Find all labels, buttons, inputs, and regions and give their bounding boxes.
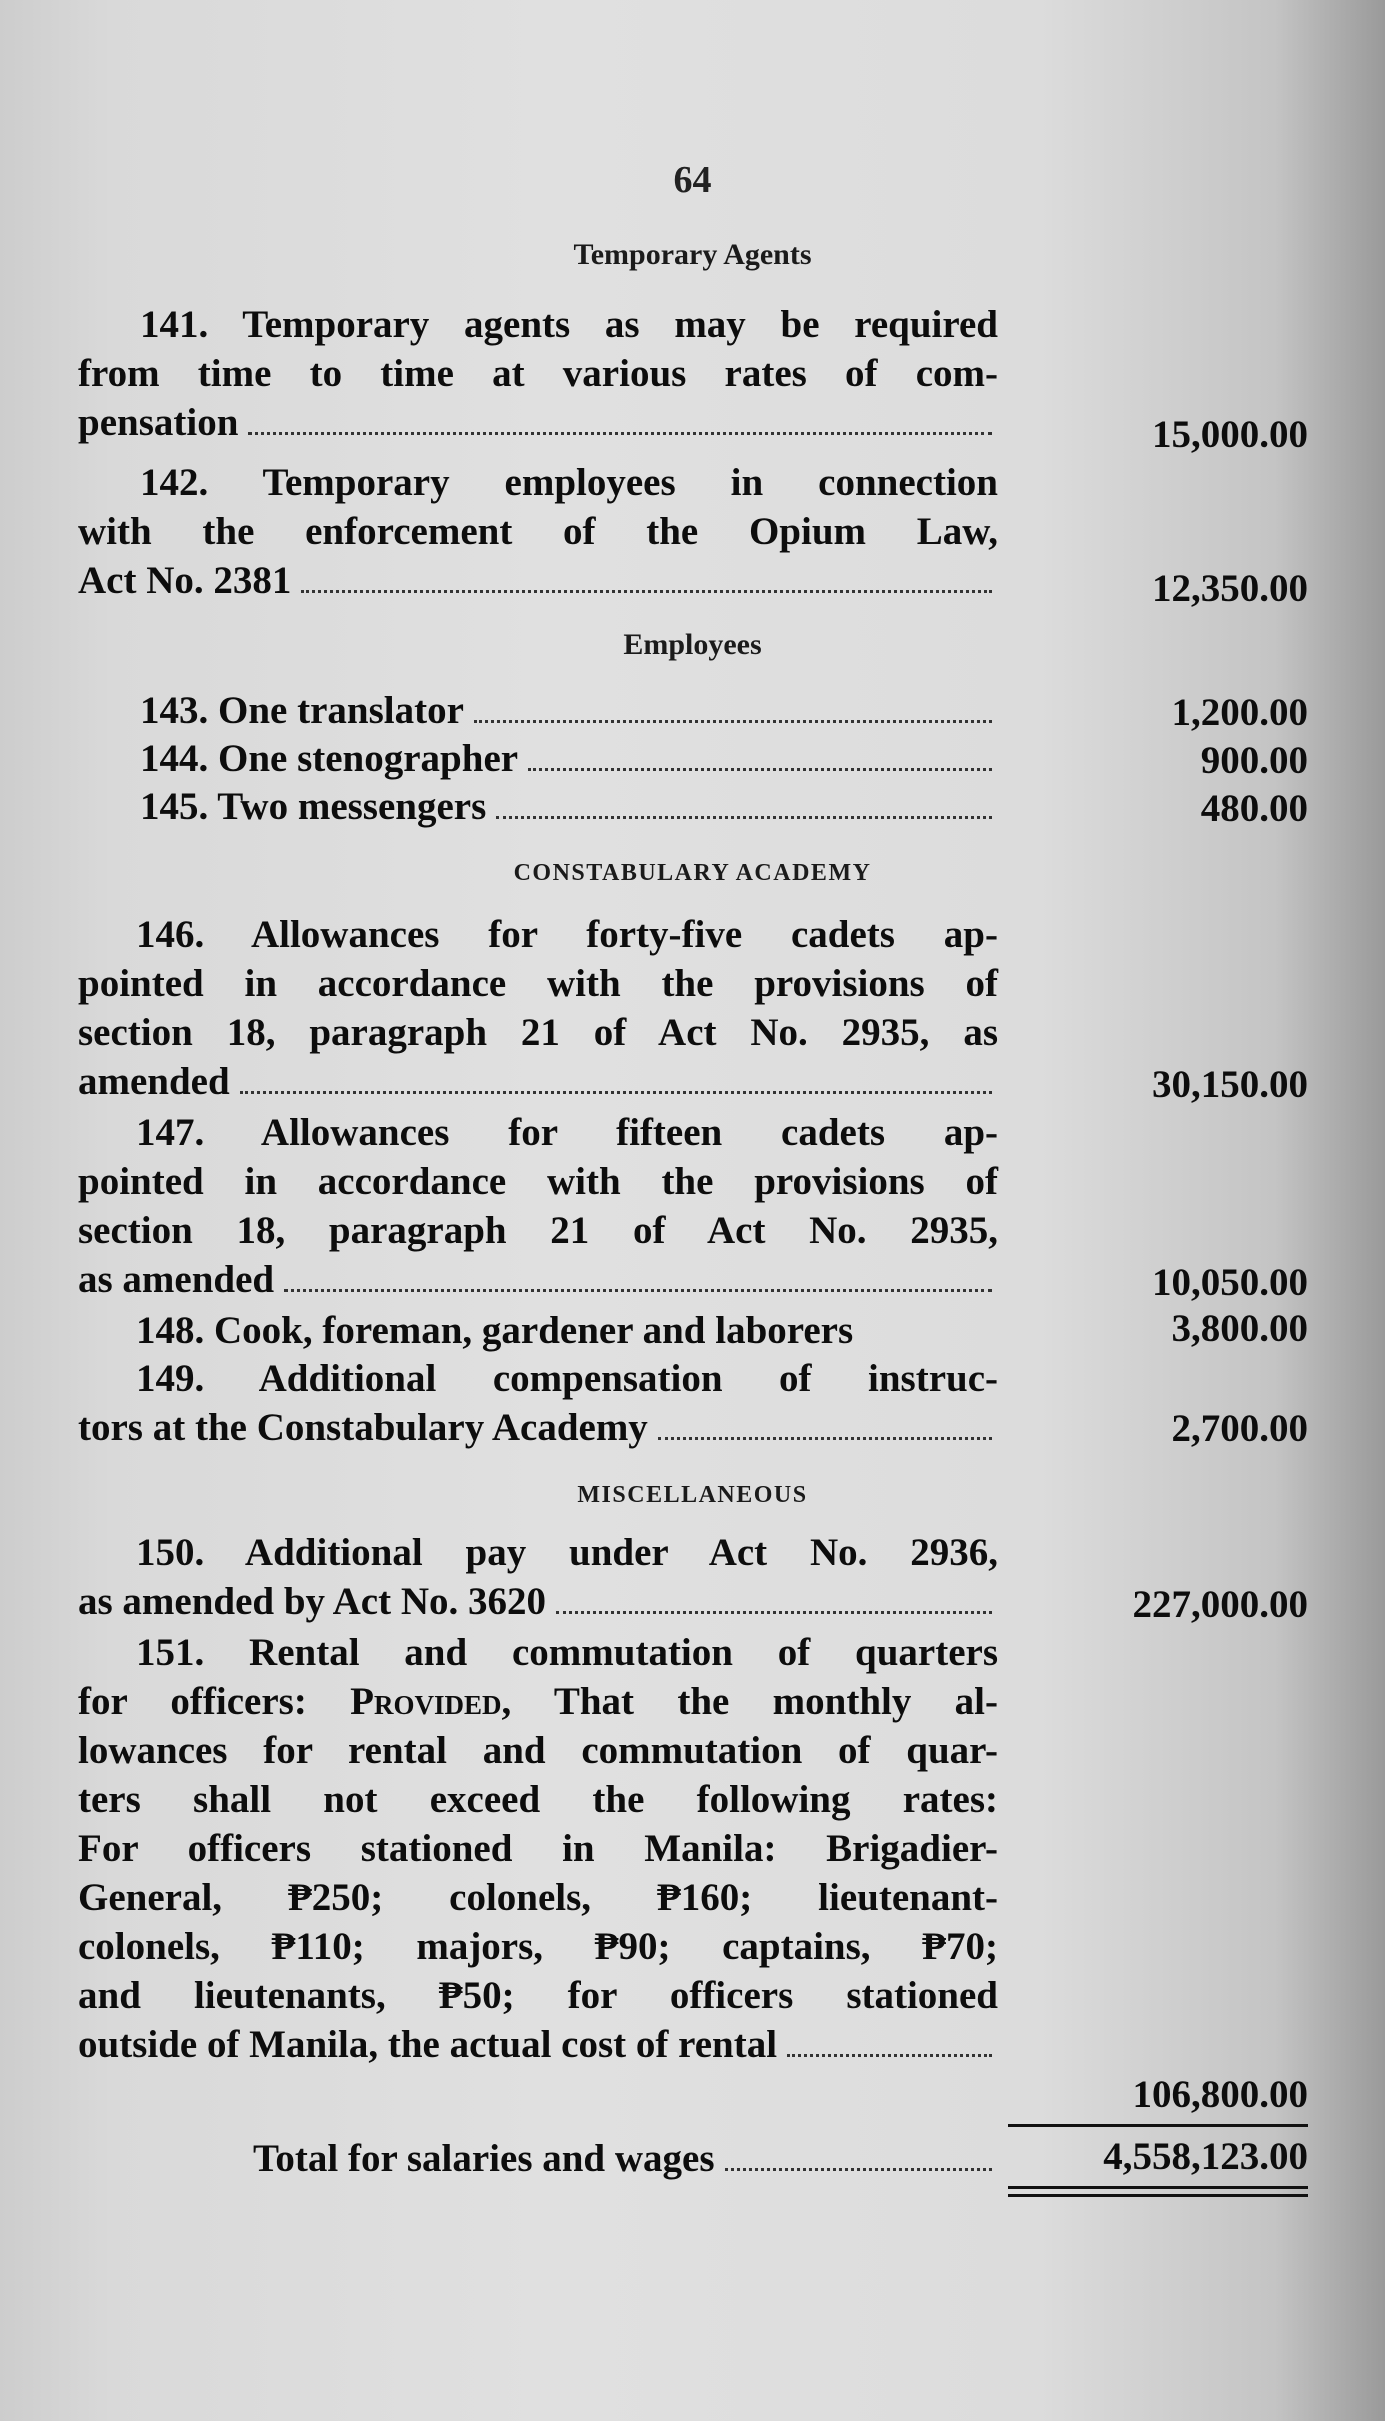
item-150-amount: 227,000.00 <box>1132 1583 1308 1626</box>
item-146-line-3: section 18, paragraph 21 of Act No. 2935, as <box>78 1011 998 1054</box>
item-146-line-2: pointed in accordance with the provisions of <box>78 962 998 1005</box>
item-144-amount: 900.00 <box>1200 739 1308 782</box>
item-147-line-3: section 18, paragraph 21 of Act No. 2935, <box>78 1209 998 1252</box>
item-151-line-1: 151. Rental and commutation of quarters <box>136 1631 998 1674</box>
section-heading-employees: Employees <box>623 628 762 661</box>
item-147-line-2: pointed in accordance with the provisions of <box>78 1160 998 1203</box>
item-142-line-1: 142. Temporary employees in connection <box>140 461 998 504</box>
item-141-line-3 <box>78 398 998 447</box>
item-151-line-2a: for officers: <box>78 1680 351 1723</box>
leader-dots <box>725 2167 992 2171</box>
item-143-line-1-text: 143. One translator <box>140 689 464 732</box>
item-151-provided: Provided <box>350 1680 502 1723</box>
item-142-line-3 <box>78 556 998 605</box>
total-amount: 4,558,123.00 <box>1103 2135 1308 2178</box>
item-145-line-1-text: 145. Two messengers <box>140 785 487 828</box>
item-141-line-3-text: pensation <box>78 401 239 444</box>
item-144-line-1-text: 144. One stenographer <box>140 737 519 780</box>
item-143 <box>78 686 998 735</box>
item-149-line-2 <box>78 1403 998 1452</box>
item-144 <box>78 734 998 783</box>
total-double-rule <box>1008 2186 1308 2197</box>
item-149-line-1: 149. Additional compensation of instruc- <box>136 1357 998 1400</box>
total-label: Total for salaries and wages <box>253 2137 715 2180</box>
item-150 <box>78 1528 998 1626</box>
leader-dots <box>787 2053 992 2057</box>
item-151-line-9 <box>78 2020 998 2069</box>
leader-dots <box>474 719 992 723</box>
item-149-line-2-text: tors at the Constabulary Academy <box>78 1406 648 1449</box>
item-143-line-1 <box>78 686 998 735</box>
section-heading-miscellaneous: MISCELLANEOUS <box>577 1482 808 1508</box>
item-142-amount: 12,350.00 <box>1152 567 1308 610</box>
item-150-line-1: 150. Additional pay under Act No. 2936, <box>136 1531 998 1574</box>
leader-dots <box>528 767 992 771</box>
item-141-line-2: from time to time at various rates of com- <box>78 352 998 395</box>
item-142-line-2: with the enforcement of the Opium Law, <box>78 510 998 553</box>
item-146-line-4-text: amended <box>78 1060 230 1103</box>
item-148 <box>78 1306 998 1355</box>
item-141-amount: 15,000.00 <box>1152 413 1308 456</box>
item-149 <box>78 1354 998 1452</box>
section-heading-temporary-agents: Temporary Agents <box>573 238 812 271</box>
item-144-line-1 <box>78 734 998 783</box>
item-147-line-4 <box>78 1255 998 1304</box>
item-151-line-3: lowances for rental and commutation of quar- <box>78 1729 998 1772</box>
item-151-line-8: and lieutenants, ₱50; for officers stationed <box>78 1974 998 2017</box>
leader-dots <box>496 815 992 819</box>
item-143-amount: 1,200.00 <box>1171 691 1308 734</box>
item-151-line-6: General, ₱250; colonels, ₱160; lieutenant- <box>78 1876 998 1919</box>
total-row <box>78 2108 998 2183</box>
item-151 <box>78 1628 998 2069</box>
item-150-line-2 <box>78 1577 998 1626</box>
item-141-line-1: 141. Temporary agents as may be required <box>140 303 998 346</box>
item-148-line-1: 148. Cook, foreman, gardener and laborers <box>136 1309 854 1352</box>
item-145 <box>78 782 998 831</box>
leader-dots <box>301 589 992 593</box>
item-151-line-5: For officers stationed in Manila: Brigadier- <box>78 1827 998 1870</box>
item-148-amount: 3,800.00 <box>1171 1307 1308 1350</box>
item-146-line-4 <box>78 1057 998 1106</box>
leader-dots <box>556 1610 992 1614</box>
page-number: 64 <box>673 159 712 201</box>
item-145-line-1 <box>78 782 998 831</box>
item-151-line-2 <box>78 1677 998 1726</box>
item-149-amount: 2,700.00 <box>1171 1407 1308 1450</box>
leader-dots <box>284 1288 992 1292</box>
leader-dots <box>658 1436 992 1440</box>
item-146-amount: 30,150.00 <box>1152 1063 1308 1106</box>
item-147-line-1: 147. Allowances for fifteen cadets ap- <box>136 1111 998 1154</box>
section-heading-academy: CONSTABULARY ACADEMY <box>513 860 872 886</box>
item-146-line-1: 146. Allowances for forty-five cadets ap- <box>136 913 998 956</box>
item-146 <box>78 910 998 1106</box>
item-151-amount: 106,800.00 <box>1132 2073 1308 2116</box>
item-151-line-7: colonels, ₱110; majors, ₱90; captains, ₱70; <box>78 1925 998 1968</box>
leader-dots <box>248 431 992 435</box>
subtotal-rule <box>1008 2124 1308 2127</box>
item-145-amount: 480.00 <box>1200 787 1308 830</box>
item-151-line-9-text: outside of Manila, the actual cost of rental <box>78 2023 778 2066</box>
item-142-line-3-text: Act No. 2381 <box>78 559 292 602</box>
item-147-line-4-text: as amended <box>78 1258 275 1301</box>
item-151-line-4: ters shall not exceed the following rates: <box>78 1778 998 1821</box>
item-147 <box>78 1108 998 1304</box>
total-line <box>78 2134 998 2183</box>
leader-dots <box>240 1090 992 1094</box>
item-147-amount: 10,050.00 <box>1152 1261 1308 1304</box>
item-141 <box>78 300 998 447</box>
item-142 <box>78 458 998 605</box>
item-150-line-2-text: as amended by Act No. 3620 <box>78 1580 547 1623</box>
item-151-line-2b: , That the monthly al- <box>501 1680 998 1723</box>
